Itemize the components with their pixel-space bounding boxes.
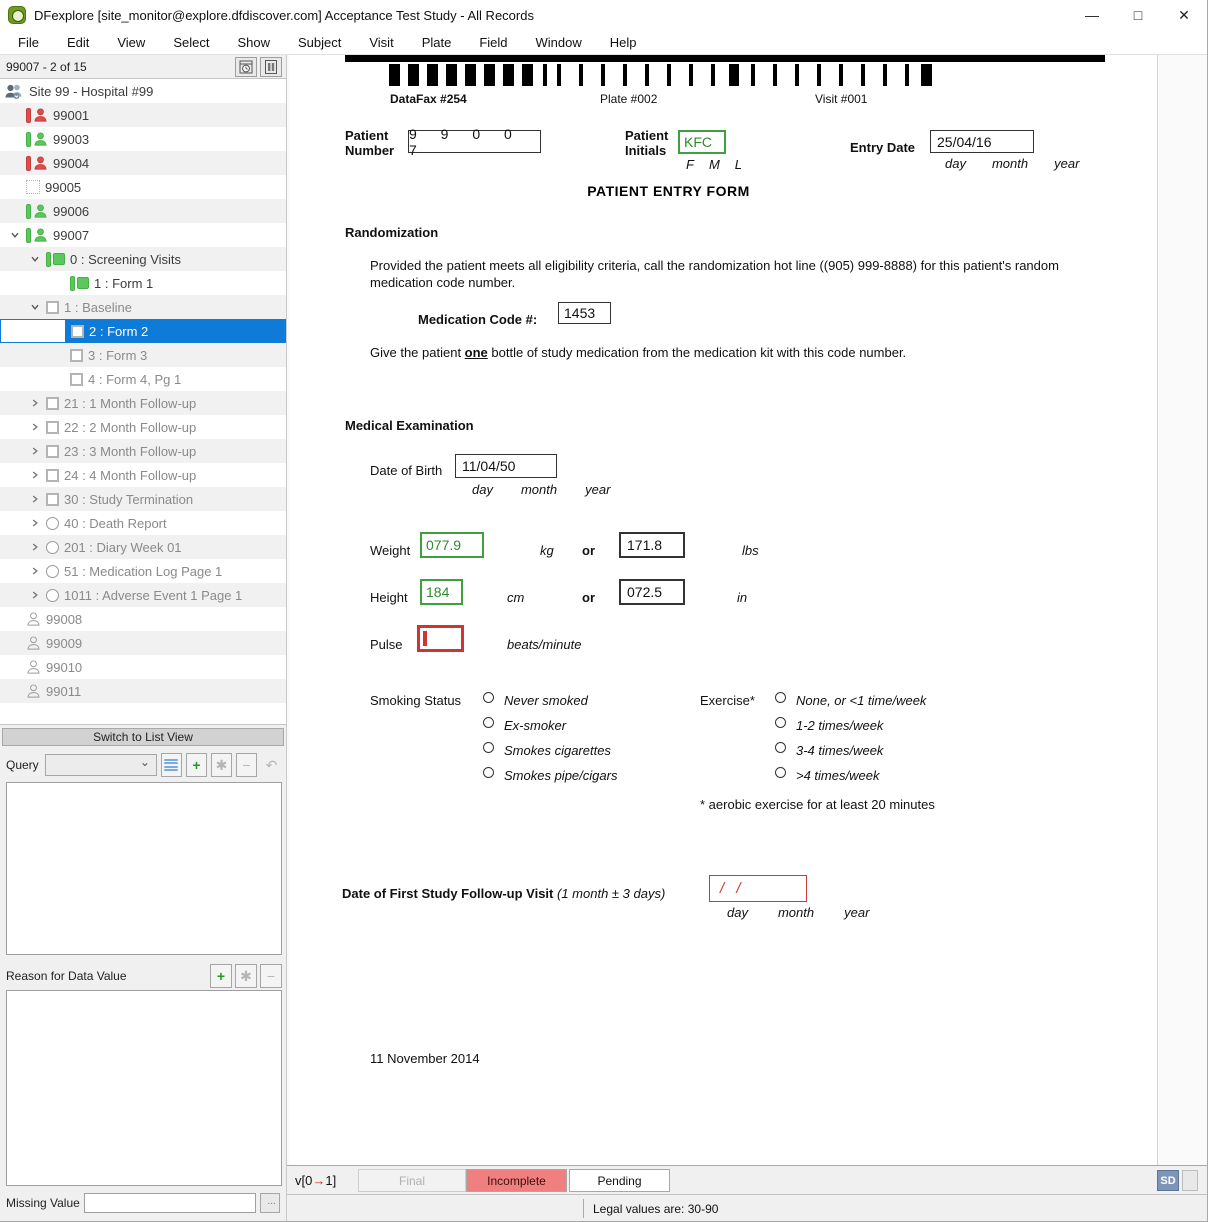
- entry-date-label: Entry Date: [850, 140, 916, 155]
- or-label-1: or: [582, 543, 595, 558]
- dob-sub-labels: day month year: [472, 482, 611, 497]
- give-medication-line: Give the patient one bottle of study medication from the medication kit with this code number.: [370, 345, 907, 360]
- version-arrow-icon: →: [312, 1173, 326, 1188]
- visit-label: Visit #001: [815, 92, 868, 106]
- followup-sub-labels: day month year: [727, 905, 870, 920]
- query-list-icon[interactable]: [161, 753, 182, 777]
- weight-kg-field[interactable]: 077.9: [420, 532, 484, 558]
- tree-item-label: 99004: [53, 155, 90, 171]
- chevron-down-icon[interactable]: [28, 252, 42, 266]
- query-remove-button[interactable]: −: [236, 753, 257, 777]
- patient-gray-icon: [26, 611, 41, 627]
- query-select[interactable]: [45, 754, 157, 776]
- close-button[interactable]: ✕: [1178, 6, 1190, 23]
- status-bar: [287, 1165, 1207, 1194]
- circle-icon: [46, 589, 59, 602]
- medication-code-field[interactable]: 1453: [558, 302, 611, 324]
- tree-item-label: 99001: [53, 107, 90, 123]
- tree-item-label: 2 : Form 2: [89, 323, 149, 339]
- option-exercise-3-4: 3-4 times/week: [796, 743, 884, 758]
- missing-value-browse-button[interactable]: ...: [260, 1193, 280, 1213]
- pulse-field[interactable]: [417, 625, 464, 652]
- tree-item[interactable]: [0, 247, 286, 271]
- tree-item[interactable]: [0, 511, 286, 535]
- version-label: v[0→1]: [295, 1173, 337, 1188]
- tree-item[interactable]: [0, 151, 286, 175]
- site-icon: [4, 83, 24, 100]
- tree-item-label: 1 : Baseline: [64, 299, 132, 315]
- tree-item-label: 99008: [46, 611, 83, 627]
- visit-green-icon: [70, 276, 89, 291]
- main-area: [287, 55, 1207, 1222]
- patient-red-icon: [26, 107, 48, 123]
- checkbox-icon: [46, 493, 59, 506]
- query-add-button[interactable]: +: [186, 753, 207, 777]
- chevron-placeholder: [8, 684, 22, 698]
- legal-values-text: Legal values are: 30-90: [593, 1202, 719, 1216]
- chevron-placeholder: [8, 132, 22, 146]
- tree-item[interactable]: [0, 223, 286, 247]
- randomization-heading: Randomization: [345, 225, 439, 240]
- or-label-2: or: [582, 590, 595, 605]
- exercise-label: Exercise*: [700, 693, 755, 708]
- pause-icon[interactable]: [260, 57, 282, 77]
- incomplete-button[interactable]: Incomplete: [466, 1169, 567, 1192]
- patient-number-label: Patient Number: [345, 128, 395, 158]
- patient-green-icon: [26, 227, 48, 243]
- reason-text-area[interactable]: [6, 990, 282, 1186]
- chevron-right-icon[interactable]: [28, 444, 42, 458]
- tree-item-label: 4 : Form 4, Pg 1: [88, 371, 182, 387]
- chevron-right-icon[interactable]: [28, 492, 42, 506]
- circle-icon: [46, 517, 59, 530]
- maximize-button[interactable]: □: [1133, 7, 1143, 23]
- tree-item[interactable]: [0, 439, 286, 463]
- height-cm-field[interactable]: 184: [420, 579, 463, 605]
- chevron-right-icon[interactable]: [28, 588, 42, 602]
- form-title: PATIENT ENTRY FORM: [587, 183, 750, 199]
- radio-smokes-cigarettes[interactable]: [483, 742, 494, 753]
- weight-lbs-field[interactable]: 171.8: [619, 532, 685, 558]
- tree-item[interactable]: [0, 583, 286, 607]
- missing-value-label: Missing Value: [6, 1196, 80, 1210]
- patient-green-icon: [26, 131, 48, 147]
- checkbox-icon: [70, 373, 83, 386]
- radio-smokes-pipe[interactable]: [483, 767, 494, 778]
- medical-heading: Medical Examination: [345, 418, 474, 433]
- circle-icon: [46, 541, 59, 554]
- option-exercise-none: None, or <1 time/week: [796, 693, 927, 708]
- tree-item-label: 0 : Screening Visits: [70, 251, 182, 267]
- patient-gray-icon: [26, 635, 41, 651]
- form-footer-date: 11 November 2014: [370, 1051, 480, 1066]
- menu-view[interactable]: View: [117, 34, 146, 50]
- followup-date-field[interactable]: / /: [709, 875, 807, 902]
- tree-item[interactable]: [0, 175, 286, 199]
- initials-sub-labels: F M L: [686, 157, 743, 172]
- crf-page: [290, 55, 1158, 1165]
- checkbox-icon: [46, 469, 59, 482]
- patient-green-icon: [26, 203, 48, 219]
- datafax-label: DataFax #254: [390, 92, 467, 106]
- minimize-button[interactable]: —: [1085, 7, 1099, 23]
- menu-show[interactable]: Show: [237, 34, 270, 50]
- reason-remove-button[interactable]: −: [260, 964, 282, 988]
- tree-item-label: 1011 : Adverse Event 1 Page 1: [64, 587, 243, 603]
- chevron-right-icon[interactable]: [28, 564, 42, 578]
- kg-unit: kg: [540, 543, 554, 558]
- menu-plate[interactable]: Plate: [421, 34, 452, 50]
- tree-item[interactable]: [0, 295, 286, 319]
- radio-exercise-3-4[interactable]: [775, 742, 786, 753]
- option-exercise-4plus: >4 times/week: [796, 768, 880, 783]
- entry-date-field[interactable]: 25/04/16: [930, 130, 1034, 153]
- reason-edit-button[interactable]: ✱: [235, 964, 257, 988]
- patient-gray-icon: [26, 683, 41, 699]
- text-cursor: [423, 631, 427, 646]
- tree-item[interactable]: [0, 319, 286, 343]
- tree-item[interactable]: [0, 199, 286, 223]
- query-text-area[interactable]: [6, 782, 282, 955]
- tree-item-label: 22 : 2 Month Follow-up: [64, 419, 197, 435]
- tree-item-label: 99009: [46, 635, 83, 651]
- menu-window[interactable]: Window: [535, 34, 582, 50]
- tree-item[interactable]: [0, 343, 286, 367]
- pulse-unit: beats/minute: [507, 637, 582, 652]
- chevron-right-icon[interactable]: [28, 468, 42, 482]
- tree-item-label: 23 : 3 Month Follow-up: [64, 443, 197, 459]
- height-in-field[interactable]: 072.5: [619, 579, 685, 605]
- checkbox-icon: [46, 397, 59, 410]
- chevron-right-icon[interactable]: [28, 396, 42, 410]
- title-bar: [0, 0, 1207, 30]
- pulse-label: Pulse: [370, 637, 403, 652]
- menu-field[interactable]: Field: [479, 34, 508, 50]
- chevron-right-icon[interactable]: [28, 420, 42, 434]
- tree-item[interactable]: [0, 415, 286, 439]
- tree-item[interactable]: [0, 79, 286, 103]
- plate-label: Plate #002: [600, 92, 658, 106]
- missing-value-input[interactable]: [84, 1193, 256, 1213]
- tree-item-label: 51 : Medication Log Page 1: [64, 563, 223, 579]
- query-edit-button[interactable]: ✱: [211, 753, 232, 777]
- patient-red-icon: [26, 155, 48, 171]
- query-undo-button[interactable]: ↶: [265, 756, 278, 773]
- option-never-smoked: Never smoked: [504, 693, 588, 708]
- radio-ex-smoker[interactable]: [483, 717, 494, 728]
- option-smokes-pipe: Smokes pipe/cigars: [504, 768, 618, 783]
- sidebar: [0, 55, 287, 1222]
- tree-item-label: 3 : Form 3: [88, 347, 148, 363]
- checkbox-icon: [70, 349, 83, 362]
- tree-item[interactable]: [0, 631, 286, 655]
- visit-schedule-icon[interactable]: [235, 57, 257, 77]
- final-button[interactable]: Final: [358, 1169, 466, 1192]
- chevron-placeholder: [8, 612, 22, 626]
- cm-unit: cm: [507, 590, 525, 605]
- radio-exercise-4plus[interactable]: [775, 767, 786, 778]
- chevron-down-icon[interactable]: [8, 228, 22, 242]
- barcode-topbar: [345, 55, 1105, 62]
- app-logo-icon: [8, 6, 26, 24]
- radio-never-smoked[interactable]: [483, 692, 494, 703]
- medication-code-label: Medication Code #:: [418, 312, 538, 327]
- query-label: Query: [6, 758, 39, 772]
- menu-select[interactable]: Select: [173, 34, 210, 50]
- patient-dotted-icon: [26, 180, 40, 194]
- option-exercise-1-2: 1-2 times/week: [796, 718, 884, 733]
- tree-item[interactable]: [0, 559, 286, 583]
- tree-item-label: 30 : Study Termination: [64, 491, 194, 507]
- checkbox-icon: [46, 445, 59, 458]
- reason-label: Reason for Data Value: [6, 969, 127, 983]
- patient-number-field[interactable]: 9 9 0 0 7: [408, 130, 541, 153]
- randomization-paragraph: Provided the patient meets all eligibility criteria, call the randomization hot line ((905) 999-8888) for this patient's random medication code number.: [370, 258, 1059, 290]
- smoking-status-label: Smoking Status: [370, 693, 462, 708]
- chevron-right-icon[interactable]: [28, 540, 42, 554]
- tree-item-label: 99005: [45, 179, 82, 195]
- chevron-down-icon[interactable]: [28, 300, 42, 314]
- exercise-note: * aerobic exercise for at least 20 minutes: [700, 797, 935, 812]
- tree-item-label: 99011: [46, 683, 82, 699]
- tree-item-label: 1 : Form 1: [94, 275, 154, 291]
- sd-button[interactable]: SD: [1157, 1170, 1179, 1191]
- radio-exercise-1-2[interactable]: [775, 717, 786, 728]
- tree-item[interactable]: [0, 367, 286, 391]
- tree-item[interactable]: [0, 103, 286, 127]
- barcode: [389, 64, 1049, 86]
- menu-file[interactable]: File: [18, 34, 39, 50]
- dob-field[interactable]: 11/04/50: [455, 454, 557, 478]
- info-bar: [287, 1194, 1207, 1222]
- in-unit: in: [737, 590, 748, 605]
- patient-initials-label: Patient Initials: [625, 128, 669, 158]
- record-header: [0, 55, 286, 79]
- switch-to-list-view-button[interactable]: Switch to List View: [2, 728, 284, 746]
- tree-item-label: 99003: [53, 131, 90, 147]
- tree-item-label: 21 : 1 Month Follow-up: [64, 395, 197, 411]
- tree-item-label: 99006: [53, 203, 90, 219]
- tree-item[interactable]: [0, 271, 286, 295]
- menu-bar: [0, 30, 1207, 55]
- chevron-right-icon[interactable]: [28, 516, 42, 530]
- height-label: Height: [370, 590, 408, 605]
- window-title: DFexplore [site_monitor@explore.dfdiscover.com] Acceptance Test Study - All Records: [34, 7, 534, 23]
- tree-item[interactable]: [0, 463, 286, 487]
- option-ex-smoker: Ex-smoker: [504, 718, 567, 733]
- tree-item-label: 40 : Death Report: [64, 515, 167, 531]
- tree-item[interactable]: [0, 655, 286, 679]
- tree-item[interactable]: [0, 535, 286, 559]
- tree-item[interactable]: [0, 391, 286, 415]
- tree-item-label: 99007: [53, 227, 90, 243]
- circle-icon: [46, 565, 59, 578]
- chevron-placeholder: [8, 108, 22, 122]
- chevron-placeholder: [8, 156, 22, 170]
- record-position-label: 99007 - 2 of 15: [6, 59, 87, 74]
- chevron-placeholder: [8, 636, 22, 650]
- weight-label: Weight: [370, 543, 411, 558]
- sd-side-button[interactable]: [1182, 1170, 1198, 1191]
- tree-item[interactable]: [0, 487, 286, 511]
- reason-add-button[interactable]: +: [210, 964, 232, 988]
- pending-button[interactable]: Pending: [569, 1169, 670, 1192]
- menu-help[interactable]: Help: [609, 34, 637, 50]
- visit-green-icon: [46, 252, 65, 267]
- tree-item[interactable]: [0, 127, 286, 151]
- chevron-placeholder: [8, 660, 22, 674]
- info-divider: [583, 1199, 584, 1218]
- tree-item-label: 201 : Diary Week 01: [64, 539, 182, 555]
- subject-tree: [0, 79, 286, 725]
- followup-label: Date of First Study Follow-up Visit (1 month ± 3 days): [342, 886, 666, 901]
- radio-exercise-none[interactable]: [775, 692, 786, 703]
- checkbox-icon: [71, 325, 84, 338]
- option-smokes-cigarettes: Smokes cigarettes: [504, 743, 611, 758]
- tree-item-label: 99010: [46, 659, 83, 675]
- tree-item-label: 24 : 4 Month Follow-up: [64, 467, 197, 483]
- patient-gray-icon: [26, 659, 41, 675]
- tree-item[interactable]: [0, 679, 286, 703]
- tree-item[interactable]: [0, 607, 286, 631]
- checkbox-icon: [46, 421, 59, 434]
- list-icon: [164, 759, 178, 772]
- tree-item-label: Site 99 - Hospital #99: [29, 83, 154, 99]
- entry-date-sub-labels: day month year: [945, 156, 1080, 171]
- menu-subject[interactable]: Subject: [297, 34, 342, 50]
- menu-edit[interactable]: Edit: [66, 34, 90, 50]
- lbs-unit: lbs: [742, 543, 759, 558]
- menu-visit[interactable]: Visit: [369, 34, 394, 50]
- patient-initials-field[interactable]: KFC: [678, 130, 726, 154]
- checkbox-icon: [46, 301, 59, 314]
- chevron-placeholder: [8, 180, 22, 194]
- chevron-placeholder: [8, 204, 22, 218]
- dob-label: Date of Birth: [370, 463, 443, 478]
